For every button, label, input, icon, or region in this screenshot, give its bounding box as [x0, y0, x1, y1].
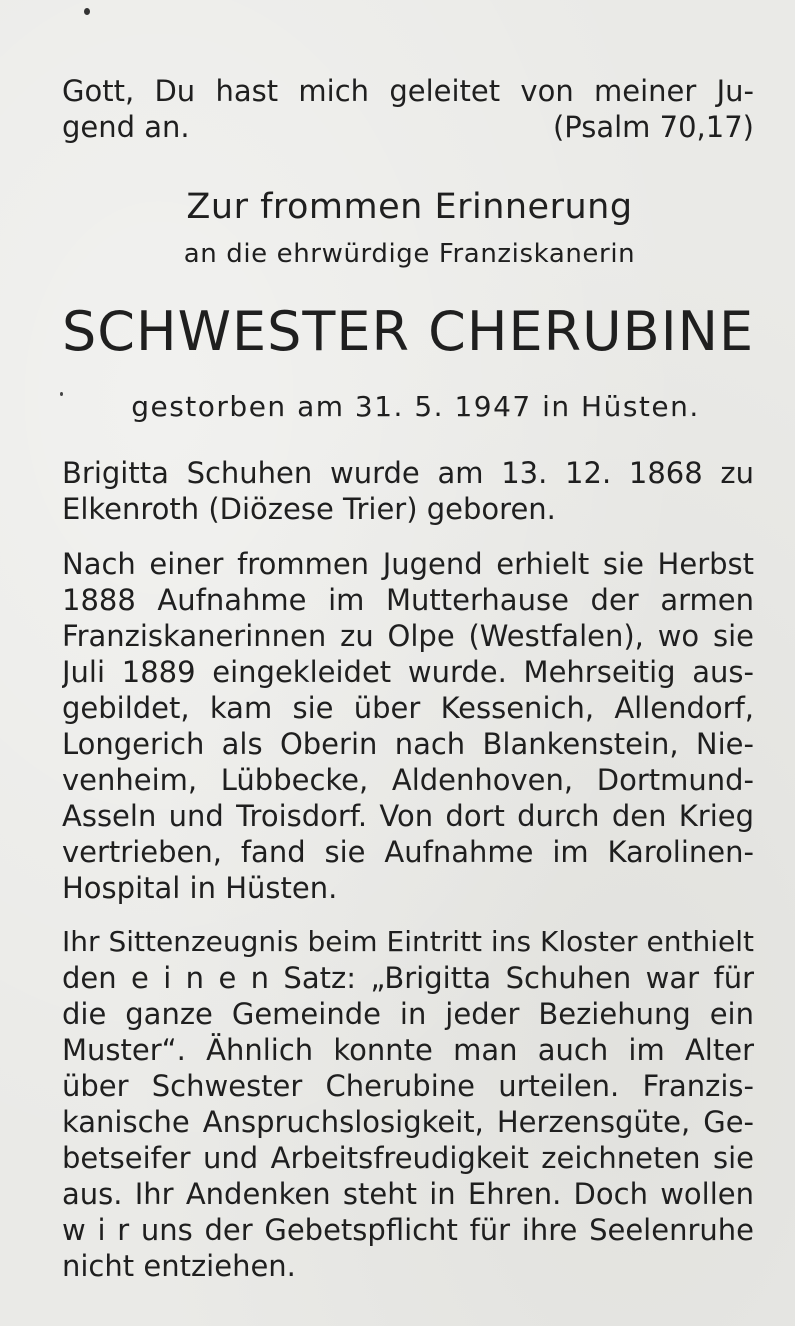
paragraph-testimony — [62, 924, 754, 1284]
paragraph-line: Ihr Sittenzeugnis beim Eintritt ins Kloster enthielt — [62, 925, 754, 958]
paragraph-line: aus. Ihr Andenken steht in Ehren. Doch wollen — [62, 1177, 754, 1211]
paragraph-line: Elkenroth (Diözese Trier) geboren. — [62, 492, 556, 526]
memorial-subtitle: an die ehrwürdige Franziskanerin — [183, 239, 636, 269]
memorial-title: Zur frommen Erinnerung — [186, 187, 633, 227]
paragraph-line: den e i n e n Satz: „Brigitta Schuhen war für — [62, 961, 754, 995]
psalm-citation: (Psalm 70,17) — [552, 110, 754, 144]
paragraph-line: venheim, Lübbecke, Aldenhoven, Dortmund- — [62, 763, 754, 797]
paragraph-line: vertrieben, fand sie Aufnahme im Karolinen- — [62, 835, 754, 869]
death-date-line: gestorben am 31. 5. 1947 in Hüsten. — [131, 390, 700, 423]
motto-line-1: Gott, Du hast mich geleitet von meiner Ju- — [62, 74, 754, 108]
paragraph-line: nicht entziehen. — [62, 1249, 296, 1283]
paragraph-line: w i r uns der Gebetspflicht für ihre Seelenruhe — [62, 1213, 754, 1247]
paragraph-line: Longerich als Oberin nach Blankenstein, Nie- — [62, 727, 754, 761]
paragraph-line: Franziskanerinnen zu Olpe (Westfalen), wo sie — [62, 619, 754, 653]
paragraph-biography — [62, 546, 754, 906]
paragraph-line: gebildet, kam sie über Kessenich, Allendorf, — [62, 691, 754, 725]
paragraph-line: betseifer und Arbeitsfreudigkeit zeichneten sie — [62, 1141, 754, 1175]
paragraph-line: Asseln und Troisdorf. Von dort durch den Krieg — [62, 799, 754, 833]
motto-line-2: gend an. — [62, 110, 190, 144]
paragraph-birth — [62, 455, 754, 527]
paragraph-line: kanische Anspruchslosigkeit, Herzensgüte, Ge- — [62, 1105, 754, 1139]
ink-speck — [84, 8, 90, 15]
motto-line-2-row — [62, 109, 754, 145]
motto-block — [62, 73, 754, 145]
paragraph-line: die ganze Gemeinde in jeder Beziehung ein — [62, 997, 754, 1031]
paragraph-line: Muster“. Ähnlich konnte man auch im Alter — [62, 1033, 754, 1067]
paragraph-line: Brigitta Schuhen wurde am 13. 12. 1868 zu — [62, 456, 754, 490]
paragraph-line: 1888 Aufnahme im Mutterhause der armen — [62, 583, 754, 617]
paragraph-line: Hospital in Hüsten. — [62, 871, 338, 905]
paragraph-line: über Schwester Cherubine urteilen. Franzis- — [62, 1069, 754, 1103]
paragraph-line: Nach einer frommen Jugend erhielt sie Herbst — [62, 547, 754, 581]
paragraph-line: Juli 1889 eingekleidet wurde. Mehrseitig aus- — [62, 655, 754, 689]
deceased-name: SCHWESTER CHERUBINE — [62, 300, 754, 363]
